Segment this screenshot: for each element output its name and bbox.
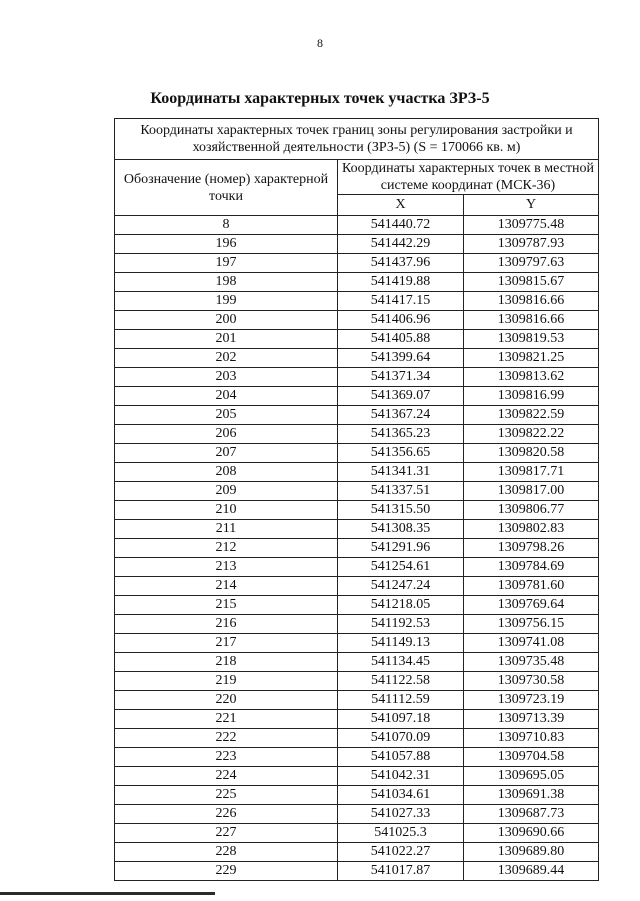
y-cell: 1309816.66 xyxy=(464,311,599,330)
table-row xyxy=(115,805,599,824)
y-cell: 1309819.53 xyxy=(464,330,599,349)
y-cell: 1309816.66 xyxy=(464,292,599,311)
y-cell: 1309723.19 xyxy=(464,691,599,710)
x-cell: 541308.35 xyxy=(338,520,464,539)
table-row xyxy=(115,520,599,539)
x-column-header: X xyxy=(338,195,464,216)
point-cell: 202 xyxy=(115,349,338,368)
document-title: Координаты характерных точек участка ЗРЗ-5 xyxy=(150,90,490,107)
x-cell: 541437.96 xyxy=(338,254,464,273)
y-cell: 1309689.80 xyxy=(464,843,599,862)
y-cell: 1309797.63 xyxy=(464,254,599,273)
x-cell: 541149.13 xyxy=(338,634,464,653)
point-cell: 221 xyxy=(115,710,338,729)
table-row xyxy=(115,748,599,767)
table-row xyxy=(115,254,599,273)
x-cell: 541218.05 xyxy=(338,596,464,615)
point-cell: 210 xyxy=(115,501,338,520)
x-cell: 541057.88 xyxy=(338,748,464,767)
point-cell: 205 xyxy=(115,406,338,425)
table-row xyxy=(115,767,599,786)
table-row xyxy=(115,482,599,501)
table-row xyxy=(115,634,599,653)
table-row xyxy=(115,615,599,634)
y-cell: 1309817.71 xyxy=(464,463,599,482)
y-cell: 1309784.69 xyxy=(464,558,599,577)
table-row xyxy=(115,558,599,577)
point-cell: 222 xyxy=(115,729,338,748)
table-row xyxy=(115,387,599,406)
point-cell: 212 xyxy=(115,539,338,558)
x-cell: 541369.07 xyxy=(338,387,464,406)
x-cell: 541337.51 xyxy=(338,482,464,501)
y-cell: 1309802.83 xyxy=(464,520,599,539)
x-cell: 541025.3 xyxy=(338,824,464,843)
x-cell: 541070.09 xyxy=(338,729,464,748)
point-cell: 208 xyxy=(115,463,338,482)
table-body xyxy=(115,216,599,881)
y-cell: 1309820.58 xyxy=(464,444,599,463)
y-cell: 1309798.26 xyxy=(464,539,599,558)
point-cell: 216 xyxy=(115,615,338,634)
point-cell: 209 xyxy=(115,482,338,501)
y-cell: 1309756.15 xyxy=(464,615,599,634)
point-column-header: Обозначение (номер) характерной точки xyxy=(115,160,338,216)
y-cell: 1309813.62 xyxy=(464,368,599,387)
point-cell: 211 xyxy=(115,520,338,539)
x-cell: 541440.72 xyxy=(338,216,464,235)
table-row xyxy=(115,786,599,805)
y-cell: 1309690.66 xyxy=(464,824,599,843)
table-row xyxy=(115,710,599,729)
point-cell: 207 xyxy=(115,444,338,463)
x-cell: 541097.18 xyxy=(338,710,464,729)
x-cell: 541042.31 xyxy=(338,767,464,786)
table-row xyxy=(115,292,599,311)
point-cell: 215 xyxy=(115,596,338,615)
point-cell: 217 xyxy=(115,634,338,653)
y-cell: 1309787.93 xyxy=(464,235,599,254)
point-cell: 218 xyxy=(115,653,338,672)
table-row xyxy=(115,843,599,862)
y-cell: 1309822.59 xyxy=(464,406,599,425)
coordinates-table xyxy=(114,118,599,881)
coordinate-system-header: Координаты характерных точек в местной системе координат (МСК-36) xyxy=(338,160,599,195)
table-row xyxy=(115,577,599,596)
y-cell: 1309704.58 xyxy=(464,748,599,767)
point-cell: 201 xyxy=(115,330,338,349)
x-cell: 541419.88 xyxy=(338,273,464,292)
y-cell: 1309821.25 xyxy=(464,349,599,368)
footer-rule xyxy=(0,892,215,895)
y-column-header: Y xyxy=(464,195,599,216)
y-cell: 1309735.48 xyxy=(464,653,599,672)
x-cell: 541367.24 xyxy=(338,406,464,425)
x-cell: 541399.64 xyxy=(338,349,464,368)
point-cell: 225 xyxy=(115,786,338,805)
x-cell: 541442.29 xyxy=(338,235,464,254)
point-cell: 198 xyxy=(115,273,338,292)
point-cell: 224 xyxy=(115,767,338,786)
x-cell: 541341.31 xyxy=(338,463,464,482)
point-cell: 227 xyxy=(115,824,338,843)
point-cell: 223 xyxy=(115,748,338,767)
point-cell: 200 xyxy=(115,311,338,330)
x-cell: 541247.24 xyxy=(338,577,464,596)
x-cell: 541365.23 xyxy=(338,425,464,444)
y-cell: 1309781.60 xyxy=(464,577,599,596)
point-cell: 197 xyxy=(115,254,338,273)
y-cell: 1309691.38 xyxy=(464,786,599,805)
point-cell: 226 xyxy=(115,805,338,824)
table-row xyxy=(115,216,599,235)
y-cell: 1309815.67 xyxy=(464,273,599,292)
y-cell: 1309822.22 xyxy=(464,425,599,444)
point-cell: 229 xyxy=(115,862,338,881)
x-cell: 541017.87 xyxy=(338,862,464,881)
x-cell: 541254.61 xyxy=(338,558,464,577)
table-row xyxy=(115,273,599,292)
table-row xyxy=(115,824,599,843)
y-cell: 1309741.08 xyxy=(464,634,599,653)
table-row xyxy=(115,501,599,520)
table-row xyxy=(115,463,599,482)
y-cell: 1309689.44 xyxy=(464,862,599,881)
table-row xyxy=(115,235,599,254)
y-cell: 1309730.58 xyxy=(464,672,599,691)
table-row xyxy=(115,862,599,881)
x-cell: 541134.45 xyxy=(338,653,464,672)
x-cell: 541192.53 xyxy=(338,615,464,634)
point-cell: 220 xyxy=(115,691,338,710)
table-row xyxy=(115,425,599,444)
table-row xyxy=(115,406,599,425)
point-cell: 219 xyxy=(115,672,338,691)
table-row xyxy=(115,330,599,349)
point-cell: 228 xyxy=(115,843,338,862)
page-number: 8 xyxy=(317,36,323,50)
x-cell: 541027.33 xyxy=(338,805,464,824)
point-cell: 204 xyxy=(115,387,338,406)
point-cell: 8 xyxy=(115,216,338,235)
table-caption: Координаты характерных точек границ зоны регулирования застройки и хозяйственной деятельности (ЗРЗ-5) (S = 170066 кв. м) xyxy=(115,119,599,160)
y-cell: 1309769.64 xyxy=(464,596,599,615)
x-cell: 541405.88 xyxy=(338,330,464,349)
x-cell: 541417.15 xyxy=(338,292,464,311)
x-cell: 541112.59 xyxy=(338,691,464,710)
x-cell: 541406.96 xyxy=(338,311,464,330)
point-cell: 199 xyxy=(115,292,338,311)
table-row xyxy=(115,444,599,463)
table-row xyxy=(115,691,599,710)
point-cell: 213 xyxy=(115,558,338,577)
point-cell: 214 xyxy=(115,577,338,596)
table-row xyxy=(115,539,599,558)
point-cell: 203 xyxy=(115,368,338,387)
table-row xyxy=(115,596,599,615)
x-cell: 541122.58 xyxy=(338,672,464,691)
table-row xyxy=(115,349,599,368)
y-cell: 1309695.05 xyxy=(464,767,599,786)
y-cell: 1309816.99 xyxy=(464,387,599,406)
y-cell: 1309687.73 xyxy=(464,805,599,824)
table-row xyxy=(115,311,599,330)
x-cell: 541022.27 xyxy=(338,843,464,862)
y-cell: 1309817.00 xyxy=(464,482,599,501)
x-cell: 541356.65 xyxy=(338,444,464,463)
x-cell: 541291.96 xyxy=(338,539,464,558)
x-cell: 541034.61 xyxy=(338,786,464,805)
y-cell: 1309710.83 xyxy=(464,729,599,748)
table-row xyxy=(115,672,599,691)
point-cell: 196 xyxy=(115,235,338,254)
y-cell: 1309775.48 xyxy=(464,216,599,235)
point-cell: 206 xyxy=(115,425,338,444)
table-row xyxy=(115,653,599,672)
y-cell: 1309713.39 xyxy=(464,710,599,729)
x-cell: 541315.50 xyxy=(338,501,464,520)
y-cell: 1309806.77 xyxy=(464,501,599,520)
table-row xyxy=(115,368,599,387)
x-cell: 541371.34 xyxy=(338,368,464,387)
table-row xyxy=(115,729,599,748)
